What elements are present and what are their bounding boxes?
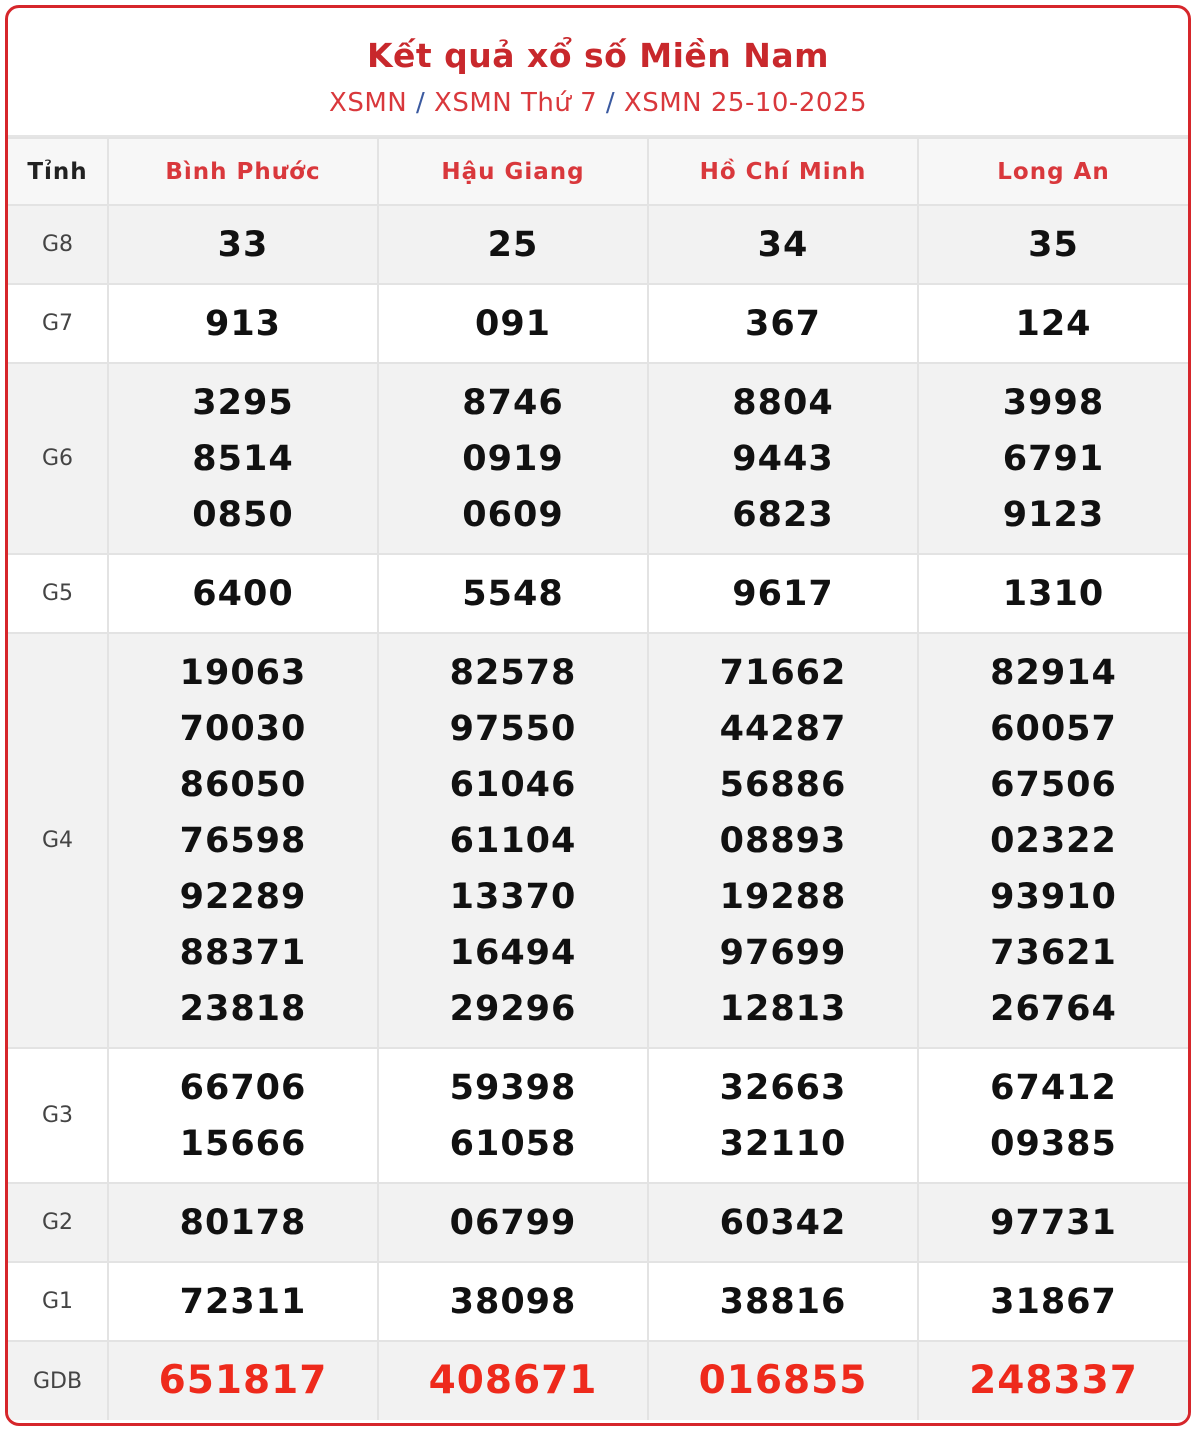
special-prize-number: 408671: [428, 1358, 598, 1403]
result-cell: [918, 554, 1188, 633]
prize-row-g8: [8, 205, 1188, 284]
result-cell: [648, 363, 918, 554]
result-cell: [648, 1341, 918, 1420]
province-header-ho-chi-minh[interactable]: Hồ Chí Minh: [648, 138, 918, 205]
prize-row-g5: [8, 554, 1188, 633]
prize-label: G4: [8, 633, 108, 1048]
prize-row-g1: [8, 1262, 1188, 1341]
results-table: [8, 137, 1188, 1420]
result-cell: [918, 284, 1188, 363]
prize-number: 23818: [179, 988, 307, 1029]
province-header-long-an[interactable]: Long An: [918, 138, 1188, 205]
prize-label: G7: [8, 284, 108, 363]
result-cell: [918, 1341, 1188, 1420]
prize-number: 08893: [719, 820, 847, 861]
breadcrumb-separator: /: [415, 88, 426, 118]
prize-number: 913: [204, 303, 282, 344]
prize-number: 1310: [1002, 573, 1105, 614]
prize-number: 0609: [462, 494, 564, 535]
province-header-hau-giang[interactable]: Hậu Giang: [378, 138, 648, 205]
table-header-row: [8, 138, 1188, 205]
prize-number: 32110: [719, 1123, 847, 1164]
prize-number: 93910: [990, 876, 1117, 917]
result-cell: [108, 554, 378, 633]
prize-number: 15666: [179, 1123, 307, 1164]
prize-row-g4: [8, 633, 1188, 1048]
prize-label: GDB: [8, 1341, 108, 1420]
result-cell: [108, 1262, 378, 1341]
province-header-binh-phuoc[interactable]: Bình Phước: [108, 138, 378, 205]
prize-number: 19063: [179, 652, 307, 693]
prize-number: 6791: [1002, 438, 1105, 479]
result-cell: [648, 554, 918, 633]
prize-number: 73621: [990, 932, 1117, 973]
result-cell: [918, 363, 1188, 554]
result-cell: [918, 1183, 1188, 1262]
prize-number: 82914: [990, 652, 1117, 693]
prize-number: 0850: [192, 494, 294, 535]
prize-rows: [8, 205, 1188, 1420]
result-cell: [108, 284, 378, 363]
results-header: [8, 8, 1188, 137]
prize-label: G5: [8, 554, 108, 633]
results-card: [5, 5, 1191, 1426]
result-cell: [378, 1341, 648, 1420]
prize-number: 8746: [462, 382, 564, 423]
result-cell: [378, 284, 648, 363]
result-cell: [918, 633, 1188, 1048]
prize-row-g6: [8, 363, 1188, 554]
prize-number: 92289: [179, 876, 307, 917]
prize-number: 66706: [179, 1067, 307, 1108]
page-title: Kết quả xổ số Miền Nam: [366, 36, 830, 75]
prize-number: 124: [1015, 303, 1092, 344]
result-cell: [108, 1048, 378, 1183]
result-cell: [108, 205, 378, 284]
prize-number: 5548: [462, 573, 564, 614]
prize-number: 70030: [179, 708, 307, 749]
prize-number: 38816: [719, 1281, 847, 1322]
prize-number: 38098: [449, 1281, 577, 1322]
result-cell: [378, 1262, 648, 1341]
prize-number: 091: [474, 303, 552, 344]
prize-number: 19288: [719, 876, 847, 917]
prize-number: 82578: [449, 652, 577, 693]
prize-number: 67412: [990, 1067, 1117, 1108]
prize-number: 86050: [179, 764, 307, 805]
prize-number: 6400: [192, 573, 294, 614]
prize-number: 67506: [990, 764, 1117, 805]
result-cell: [108, 1341, 378, 1420]
breadcrumb-link-xsmn-thu-7[interactable]: XSMN Thứ 7: [434, 88, 598, 118]
prize-label: G2: [8, 1183, 108, 1262]
breadcrumb: [8, 88, 1188, 118]
result-cell: [378, 1048, 648, 1183]
prize-number: 56886: [719, 764, 847, 805]
breadcrumb-link-xsmn[interactable]: XSMN: [329, 88, 408, 118]
prize-number: 61058: [449, 1123, 577, 1164]
prize-number: 0919: [462, 438, 564, 479]
prize-label: G1: [8, 1262, 108, 1341]
prize-number: 06799: [449, 1202, 577, 1243]
prize-number: 76598: [179, 820, 307, 861]
result-cell: [648, 1048, 918, 1183]
result-cell: [918, 1048, 1188, 1183]
result-cell: [648, 205, 918, 284]
result-cell: [378, 363, 648, 554]
prize-number: 80178: [179, 1202, 307, 1243]
prize-number: 44287: [719, 708, 847, 749]
prize-number: 367: [744, 303, 822, 344]
prize-number: 26764: [990, 988, 1117, 1029]
prize-number: 72311: [179, 1281, 307, 1322]
prize-number: 3998: [1002, 382, 1105, 423]
result-cell: [378, 633, 648, 1048]
prize-number: 60057: [990, 708, 1117, 749]
prize-number: 8514: [192, 438, 294, 479]
special-prize-number: 016855: [698, 1358, 868, 1403]
prize-number: 97699: [719, 932, 847, 973]
result-cell: [108, 1183, 378, 1262]
prize-number: 9443: [732, 438, 834, 479]
breadcrumb-separator: /: [605, 88, 616, 118]
column-header-tinh: Tỉnh: [8, 138, 108, 205]
prize-number: 16494: [449, 932, 577, 973]
prize-number: 25: [487, 224, 539, 265]
prize-number: 61046: [449, 764, 577, 805]
result-cell: [648, 284, 918, 363]
prize-number: 35: [1028, 224, 1079, 265]
prize-number: 29296: [449, 988, 577, 1029]
prize-row-gdb: [8, 1341, 1188, 1420]
prize-row-g2: [8, 1183, 1188, 1262]
prize-number: 88371: [179, 932, 307, 973]
prize-number: 02322: [990, 820, 1117, 861]
prize-number: 6823: [732, 494, 834, 535]
prize-number: 71662: [719, 652, 847, 693]
prize-label: G6: [8, 363, 108, 554]
breadcrumb-link-xsmn-date[interactable]: XSMN 25-10-2025: [623, 88, 867, 118]
result-cell: [648, 633, 918, 1048]
result-cell: [648, 1262, 918, 1341]
result-cell: [648, 1183, 918, 1262]
prize-label: G3: [8, 1048, 108, 1183]
result-cell: [378, 205, 648, 284]
result-cell: [918, 1262, 1188, 1341]
prize-number: 32663: [719, 1067, 847, 1108]
result-cell: [378, 554, 648, 633]
prize-number: 59398: [449, 1067, 577, 1108]
prize-number: 9617: [732, 573, 834, 614]
prize-number: 3295: [192, 382, 294, 423]
prize-number: 12813: [719, 988, 847, 1029]
prize-row-g3: [8, 1048, 1188, 1183]
prize-number: 97550: [449, 708, 577, 749]
result-cell: [108, 363, 378, 554]
prize-label: G8: [8, 205, 108, 284]
special-prize-number: 248337: [969, 1358, 1138, 1403]
prize-number: 60342: [719, 1202, 847, 1243]
prize-number: 09385: [990, 1123, 1117, 1164]
special-prize-number: 651817: [158, 1358, 328, 1403]
prize-number: 13370: [449, 876, 577, 917]
prize-number: 34: [757, 224, 809, 265]
result-cell: [108, 633, 378, 1048]
prize-row-g7: [8, 284, 1188, 363]
prize-number: 31867: [990, 1281, 1117, 1322]
prize-number: 33: [217, 224, 269, 265]
prize-number: 61104: [449, 820, 577, 861]
prize-number: 8804: [732, 382, 834, 423]
prize-number: 9123: [1002, 494, 1105, 535]
result-cell: [918, 205, 1188, 284]
result-cell: [378, 1183, 648, 1262]
prize-number: 97731: [990, 1202, 1117, 1243]
